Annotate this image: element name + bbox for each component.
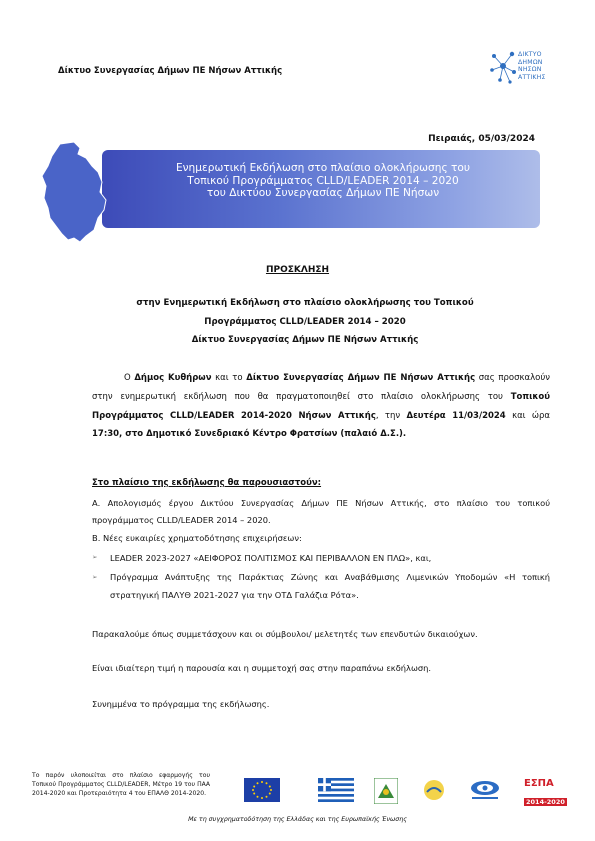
network-logo [488, 46, 568, 92]
invitation-title: ΠΡΟΣΚΛΗΣΗ [265, 265, 330, 275]
banner-title [130, 162, 516, 200]
text-span: και το [211, 373, 247, 383]
logo-line: ΝΗΣΩΝ [518, 66, 542, 74]
agenda-item-a: Α. Απολογισμός έργου Δικτύου Συνεργασίας Δήμων ΠΕ Νήσων Αττικής, στο πλαίσιο του τοπικού προγράμματος CLLD/LEADER 2014 – 2020. [92, 498, 550, 525]
closing-line: Παρακαλούμε όπως συμμετάσχουν και οι σύμβουλοι/ μελετητές των επενδυτών δικαιούχων. [92, 629, 478, 639]
text-span: σας προσκαλούν στην ενημερωτική εκδήλωση που θα πραγματοποιηθεί στο πλαίσιο ολοκλήρωσης του [92, 373, 550, 402]
logo-line: ΑΤΤΙΚΗΣ [518, 73, 546, 81]
cofunding-note: Με τη συγχρηματοδότηση της Ελλάδας και της Ευρωπαϊκής Ένωσης [188, 816, 407, 823]
espa-logo [524, 778, 570, 804]
footer-note: Το παρόν υλοποιείται στο πλαίσιο εφαρμογής του Τοπικού Προγράμματος CLLD/LEADER, Μέτρο 19 του ΠΑΑ 2014-2020 και Προτεραιότητα 4 του ΕΠΑΛΘ 2014-2020. [32, 772, 210, 797]
greek-flag-icon [318, 778, 354, 802]
network-name: Δίκτυο Συνεργασίας Δήμων ΠΕ Νήσων Αττικής [246, 373, 476, 383]
event-banner [40, 140, 540, 246]
header-organization: Δίκτυο Συνεργασίας Δήμων ΠΕ Νήσων Αττικής [58, 66, 283, 76]
leader-logo-icon [374, 778, 398, 804]
subtitle-line: στην Ενημερωτική Εκδήλωση στο πλαίσιο ολοκλήρωσης του Τοπικού [136, 298, 474, 308]
text-span: και ώρα [505, 410, 550, 421]
text-span: Ο [124, 373, 135, 383]
espa-label: ΕΣΠΑ [524, 778, 554, 789]
agenda-item-b: Β. Νέες ευκαιρίες χρηματοδότησης επιχειρήσεων: [92, 533, 302, 543]
event-date: Δευτέρα 11/03/2024 [406, 410, 506, 421]
funding-logos [244, 778, 572, 806]
logo-line: ΔΙΚΤΥΟ [518, 51, 542, 58]
municipality-name: Δήμος Κυθήρων [134, 373, 212, 383]
bullet-item: Πρόγραμμα Ανάπτυξης της Παράκτιας Ζώνης και Αναβάθμισης Λιμενικών Υποδομών «Η τοπική στρατηγική ΠΑΛΥΘ 2021-2027 για την ΟΤΔ Γαλάζια Ρότα». [110, 572, 550, 600]
network-nodes-icon [488, 46, 518, 86]
section-heading: Στο πλαίσιο της εκδήλωσης θα παρουσιαστούν: [92, 478, 322, 488]
espa-years: 2014-2020 [526, 798, 565, 806]
program-name: Τοπικού Προγράμματος CLLD/LEADER 2014-2020 Νήσων Αττικής [92, 391, 550, 421]
closing-line: Είναι ιδιαίτερη τιμή η παρουσία και η συμμετοχή σας στην παραπάνω εκδήλωση. [92, 663, 432, 673]
subtitle-line: Προγράμματος CLLD/LEADER 2014 – 2020 [204, 316, 406, 327]
subtitle-line: Δίκτυο Συνεργασίας Δήμων ΠΕ Νήσων Αττικής [191, 335, 419, 345]
banner-line: Τοπικού Προγράμματος CLLD/LEADER 2014 – 2020 [187, 174, 459, 187]
invitation-paragraph [92, 369, 550, 444]
event-time-venue: 17:30, στο Δημοτικό Συνεδριακό Κέντρο Φρατσίων (παλαιό Δ.Σ.). [92, 429, 407, 440]
closing-line: Συνημμένα το πρόγραμμα της εκδήλωσης. [92, 699, 270, 709]
island-map-icon [40, 140, 120, 246]
bullet-arrow-icon: ➢ [92, 573, 98, 581]
banner-line: του Δικτύου Συνεργασίας Δήμων ΠΕ Νήσων [206, 187, 440, 199]
eu-flag-icon [244, 778, 280, 802]
banner-line: Ενημερωτική Εκδήλωση στο πλαίσιο ολοκλήρωσης του [175, 162, 471, 174]
bullet-item: LEADER 2023-2027 «ΑΕΙΦΟΡΟΣ ΠΟΛΙΤΙΣΜΟΣ ΚΑΙ ΠΕΡΙΒΑΛΛΟΝ ΕΝ ΠΛΩ», και, [110, 553, 432, 563]
document-date: Πειραιάς, 05/03/2024 [428, 134, 535, 144]
text-span: , την [375, 410, 407, 421]
fisheries-program-logo-icon [466, 778, 504, 802]
region-logo-icon [422, 778, 446, 802]
network-logo-text [518, 51, 546, 81]
bullet-arrow-icon: ➢ [92, 553, 98, 561]
invitation-subtitle [70, 294, 540, 350]
logo-line: ΔΗΜΩΝ [518, 58, 543, 66]
